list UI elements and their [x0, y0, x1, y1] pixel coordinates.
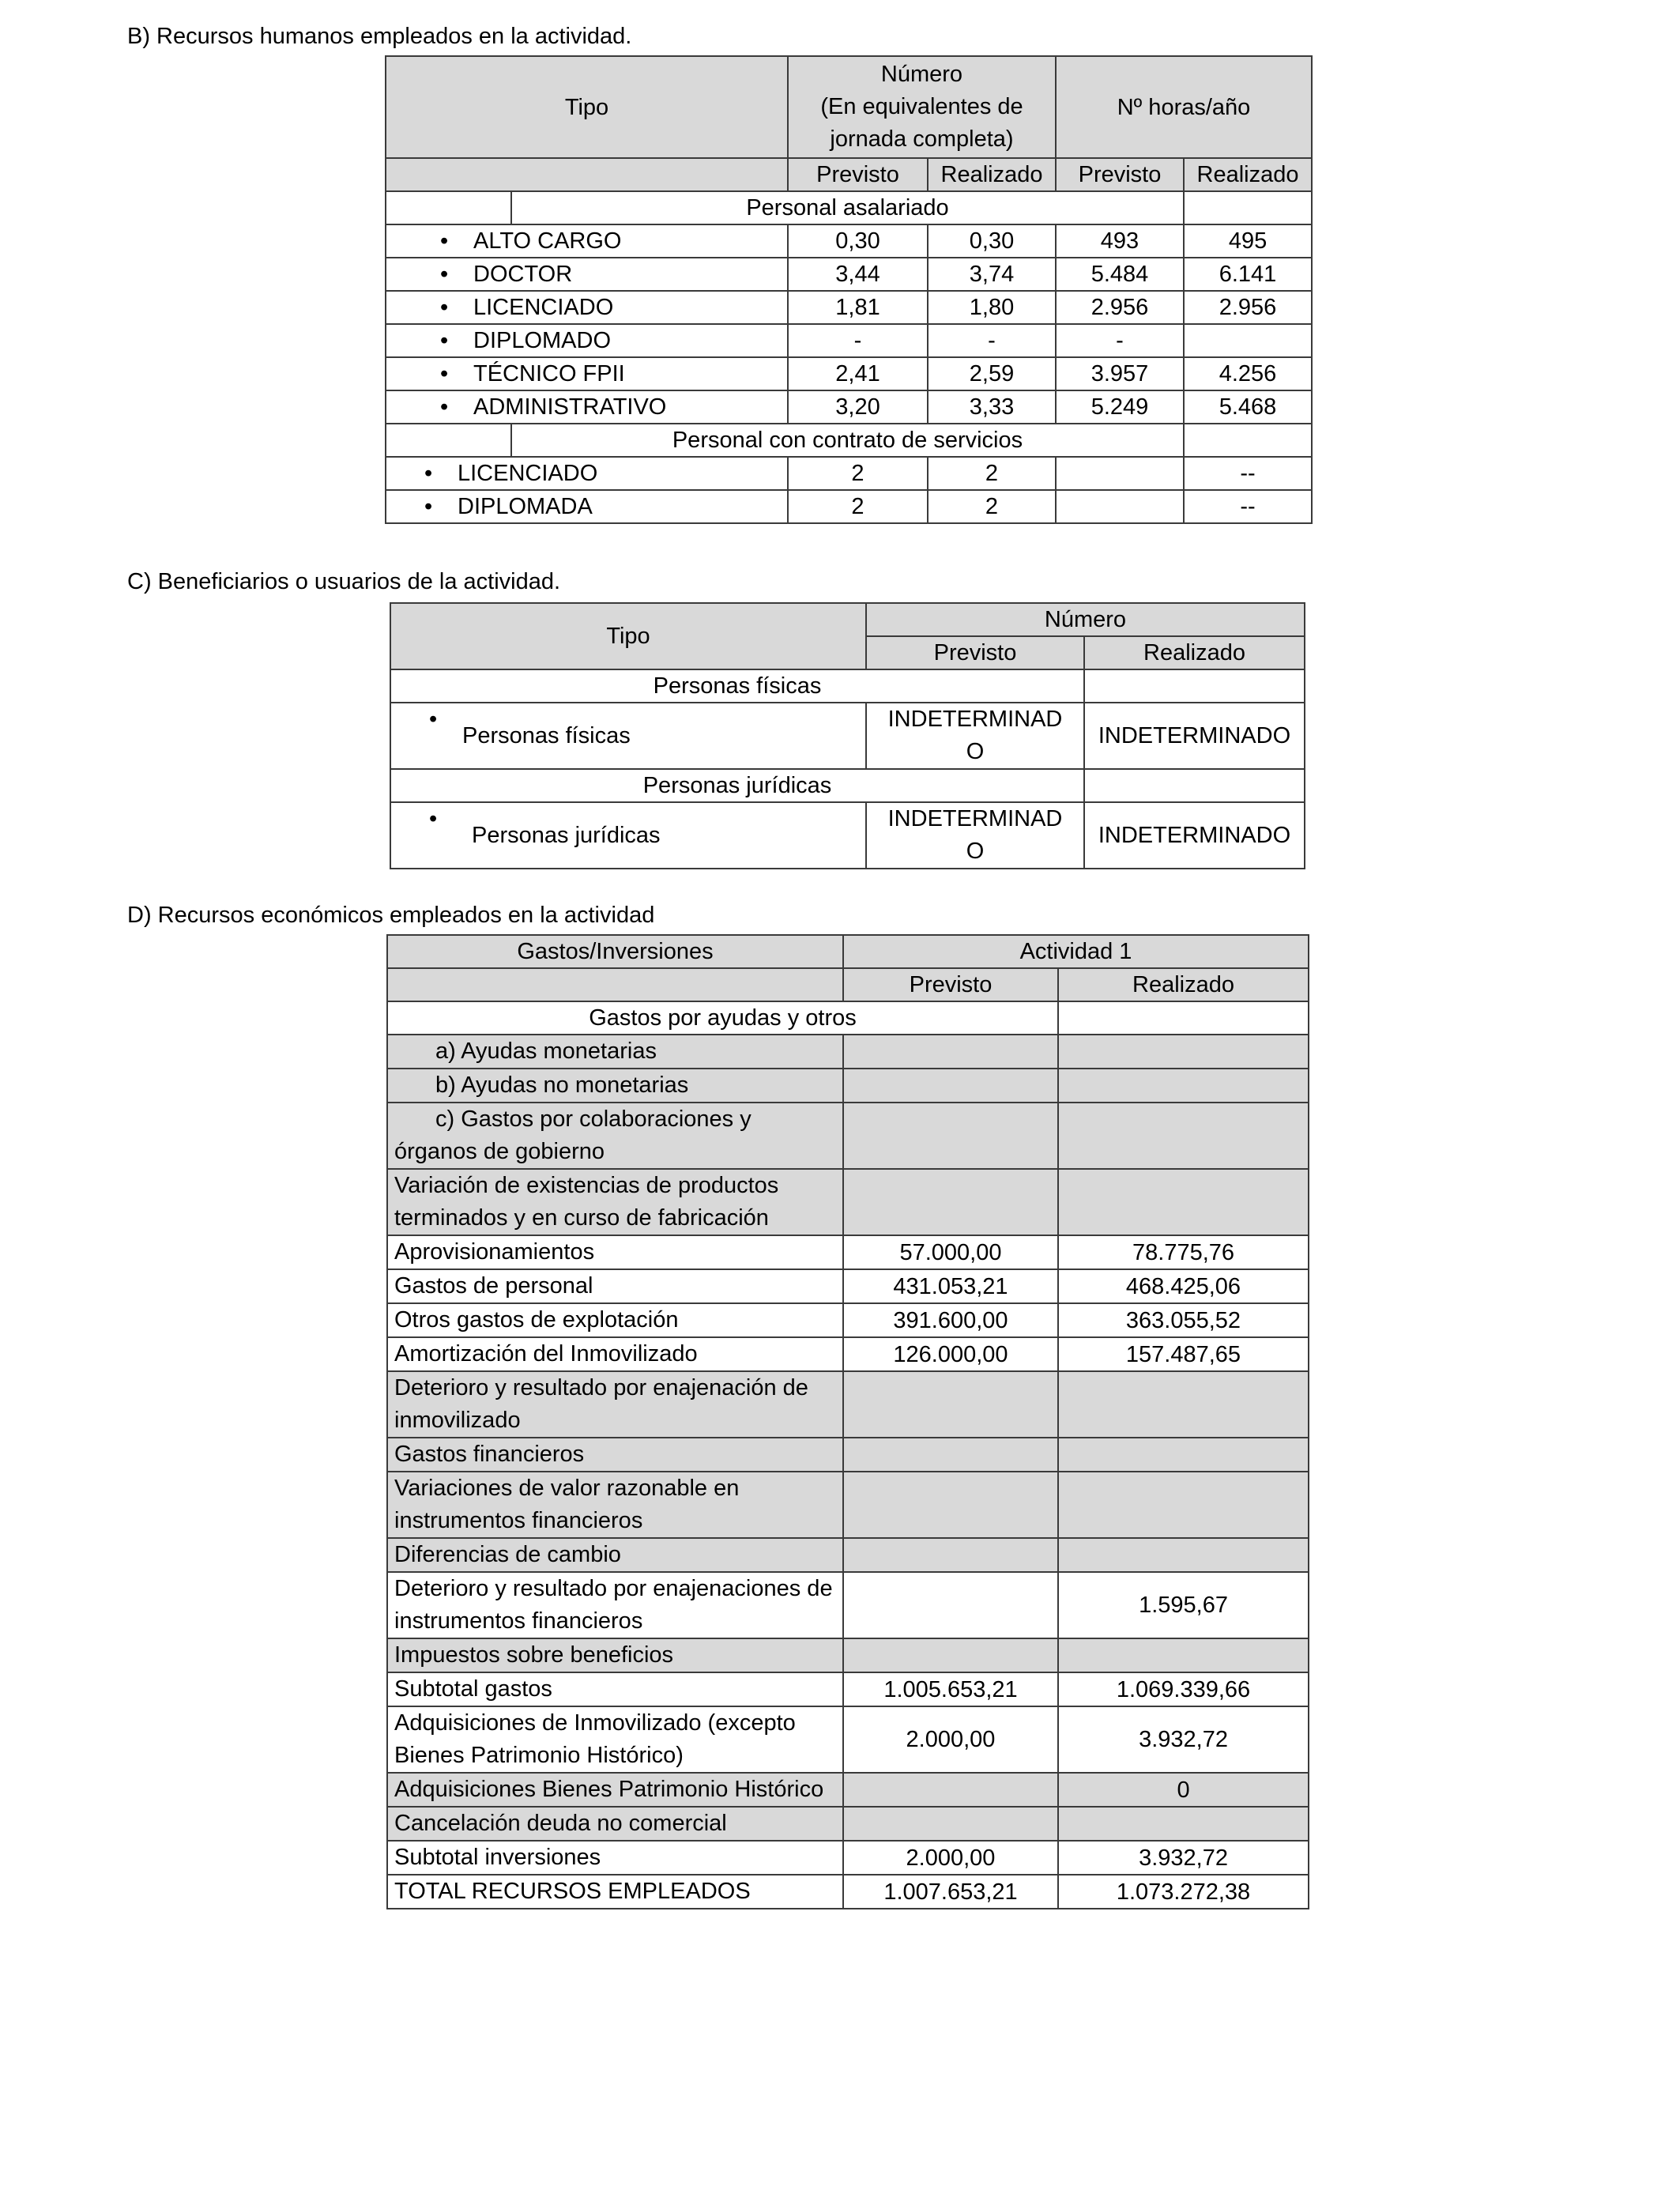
- previsto: [843, 1638, 1058, 1672]
- row-tipo: • ALTO CARGO: [386, 224, 788, 258]
- table-row: [386, 291, 1312, 324]
- table-row: [387, 1875, 1309, 1909]
- previsto: [843, 1472, 1058, 1538]
- table-row: [386, 357, 1312, 390]
- previsto: [843, 1069, 1058, 1103]
- previsto: 1.005.653,21: [843, 1672, 1058, 1706]
- beneficiaries-table: [390, 602, 1305, 869]
- horas-realizado: --: [1184, 457, 1312, 490]
- row-label: b) Ayudas no monetarias: [387, 1069, 843, 1103]
- previsto: [843, 1572, 1058, 1638]
- table-row: [387, 1572, 1309, 1638]
- table-row: [387, 1438, 1309, 1472]
- realizado: 363.055,52: [1058, 1303, 1309, 1337]
- realizado: INDETERMINADO: [1084, 802, 1305, 869]
- col-tipo: Tipo: [386, 56, 788, 158]
- realizado: [1058, 1069, 1309, 1103]
- row-label: Deterioro y resultado por enajenación de inmovilizado: [387, 1371, 843, 1438]
- row-label: Adquisiciones Bienes Patrimonio Histórico: [387, 1773, 843, 1807]
- table-row: [387, 1303, 1309, 1337]
- horas-previsto: [1056, 457, 1184, 490]
- horas-previsto: -: [1056, 324, 1184, 357]
- realizado: [1058, 1807, 1309, 1841]
- horas-realizado: 2.956: [1184, 291, 1312, 324]
- group-juridicas: Personas jurídicas: [390, 769, 1084, 802]
- table-row: [386, 324, 1312, 357]
- row-label: Adquisiciones de Inmovilizado (excepto Bienes Patrimonio Histórico): [387, 1706, 843, 1773]
- realizado: [1058, 1472, 1309, 1538]
- table-row: [386, 224, 1312, 258]
- col-numero: Número: [866, 603, 1305, 636]
- sub-num-previsto: Previsto: [788, 158, 928, 191]
- group-servicios: Personal con contrato de servicios: [511, 424, 1184, 457]
- horas-previsto: 493: [1056, 224, 1184, 258]
- row-label: Diferencias de cambio: [387, 1538, 843, 1572]
- table-row: [387, 1169, 1309, 1235]
- row-tipo: • LICENCIADO: [386, 291, 788, 324]
- horas-realizado: 6.141: [1184, 258, 1312, 291]
- table-row: [387, 1269, 1309, 1303]
- num-realizado: 3,74: [928, 258, 1056, 291]
- table-row: [386, 490, 1312, 523]
- num-previsto: -: [788, 324, 928, 357]
- row-label: Subtotal gastos: [387, 1672, 843, 1706]
- horas-previsto: 3.957: [1056, 357, 1184, 390]
- num-previsto: 2,41: [788, 357, 928, 390]
- col-horas: Nº horas/año: [1056, 56, 1312, 158]
- table-row: [390, 703, 1305, 769]
- table-row: [387, 1706, 1309, 1773]
- table-row: [387, 1035, 1309, 1069]
- row-tipo: • LICENCIADO: [386, 457, 788, 490]
- previsto: 431.053,21: [843, 1269, 1058, 1303]
- sub-num-realizado: Realizado: [928, 158, 1056, 191]
- realizado: [1058, 1035, 1309, 1069]
- sub-h-realizado: Realizado: [1184, 158, 1312, 191]
- realizado: INDETERMINADO: [1084, 703, 1305, 769]
- row-tipo: • TÉCNICO FPII: [386, 357, 788, 390]
- table-row: [387, 1672, 1309, 1706]
- previsto: [843, 1103, 1058, 1169]
- realizado: 157.487,65: [1058, 1337, 1309, 1371]
- table-row: [386, 258, 1312, 291]
- num-previsto: 3,20: [788, 390, 928, 424]
- horas-realizado: 4.256: [1184, 357, 1312, 390]
- previsto: INDETERMINADO: [866, 802, 1084, 869]
- previsto: [843, 1438, 1058, 1472]
- horas-previsto: 5.484: [1056, 258, 1184, 291]
- table-row: [387, 1235, 1309, 1269]
- col-numero: Número (En equivalentes de jornada completa): [788, 56, 1056, 158]
- row-label: Subtotal inversiones: [387, 1841, 843, 1875]
- horas-previsto: 5.249: [1056, 390, 1184, 424]
- row-tipo: • ADMINISTRATIVO: [386, 390, 788, 424]
- group-spacer: [1084, 769, 1305, 802]
- sub-realizado: Realizado: [1084, 636, 1305, 669]
- previsto: [843, 1371, 1058, 1438]
- group-spacer: [386, 191, 511, 224]
- previsto: [843, 1538, 1058, 1572]
- realizado: [1058, 1538, 1309, 1572]
- previsto: 126.000,00: [843, 1337, 1058, 1371]
- row-label: Variaciones de valor razonable en instrumentos financieros: [387, 1472, 843, 1538]
- horas-previsto: [1056, 490, 1184, 523]
- group-spacer: [1058, 1001, 1309, 1035]
- group-spacer-end: [1184, 191, 1312, 224]
- num-realizado: 2: [928, 490, 1056, 523]
- human-resources-table: [385, 55, 1313, 524]
- num-realizado: 1,80: [928, 291, 1056, 324]
- table-row: [387, 1103, 1309, 1169]
- row-tipo: • DIPLOMADA: [386, 490, 788, 523]
- num-realizado: 2,59: [928, 357, 1056, 390]
- row-label: Variación de existencias de productos terminados y en curso de fabricación: [387, 1169, 843, 1235]
- realizado: [1058, 1638, 1309, 1672]
- header-spacer: [386, 158, 788, 191]
- table-row: [387, 1841, 1309, 1875]
- horas-realizado: 495: [1184, 224, 1312, 258]
- realizado: 1.069.339,66: [1058, 1672, 1309, 1706]
- realizado: 78.775,76: [1058, 1235, 1309, 1269]
- previsto: 2.000,00: [843, 1841, 1058, 1875]
- previsto: [843, 1773, 1058, 1807]
- group-asalariado: Personal asalariado: [511, 191, 1184, 224]
- num-realizado: -: [928, 324, 1056, 357]
- realizado: 0: [1058, 1773, 1309, 1807]
- col-gastos: Gastos/Inversiones: [387, 935, 843, 968]
- num-realizado: 3,33: [928, 390, 1056, 424]
- previsto: [843, 1807, 1058, 1841]
- horas-realizado: --: [1184, 490, 1312, 523]
- row-label: Amortización del Inmovilizado: [387, 1337, 843, 1371]
- realizado: [1058, 1438, 1309, 1472]
- table-row: [387, 1337, 1309, 1371]
- previsto: [843, 1035, 1058, 1069]
- group-ayudas: Gastos por ayudas y otros: [387, 1001, 1058, 1035]
- horas-previsto: 2.956: [1056, 291, 1184, 324]
- num-previsto: 0,30: [788, 224, 928, 258]
- realizado: 3.932,72: [1058, 1841, 1309, 1875]
- table-row: [387, 1538, 1309, 1572]
- economic-resources-table: [386, 934, 1309, 1909]
- num-previsto: 3,44: [788, 258, 928, 291]
- table-row: [387, 1807, 1309, 1841]
- row-label: Impuestos sobre beneficios: [387, 1638, 843, 1672]
- group-spacer: [1084, 669, 1305, 703]
- row-tipo: • DOCTOR: [386, 258, 788, 291]
- row-label: Gastos financieros: [387, 1438, 843, 1472]
- realizado: [1058, 1371, 1309, 1438]
- sub-h-previsto: Previsto: [1056, 158, 1184, 191]
- section-b-heading: B) Recursos humanos empleados en la actividad.: [127, 24, 632, 49]
- col-actividad: Actividad 1: [843, 935, 1309, 968]
- previsto: INDETERMINADO: [866, 703, 1084, 769]
- row-label: a) Ayudas monetarias: [387, 1035, 843, 1069]
- row-label: Otros gastos de explotación: [387, 1303, 843, 1337]
- realizado: [1058, 1169, 1309, 1235]
- row-label: c) Gastos por colaboraciones y órganos de gobierno: [387, 1103, 843, 1169]
- num-realizado: 2: [928, 457, 1056, 490]
- sub-previsto: Previsto: [866, 636, 1084, 669]
- row-tipo: • Personas físicas: [390, 703, 866, 769]
- horas-realizado: [1184, 324, 1312, 357]
- previsto: 391.600,00: [843, 1303, 1058, 1337]
- table-row: [387, 1371, 1309, 1438]
- previsto: [843, 1169, 1058, 1235]
- num-previsto: 2: [788, 457, 928, 490]
- section-d-heading: D) Recursos económicos empleados en la actividad: [127, 903, 655, 928]
- row-tipo: • DIPLOMADO: [386, 324, 788, 357]
- table-row: [387, 1773, 1309, 1807]
- num-previsto: 2: [788, 490, 928, 523]
- table-row: [387, 1069, 1309, 1103]
- row-tipo: • Personas jurídicas: [390, 802, 866, 869]
- table-row: [387, 1638, 1309, 1672]
- row-label: Gastos de personal: [387, 1269, 843, 1303]
- row-label: Aprovisionamientos: [387, 1235, 843, 1269]
- realizado: [1058, 1103, 1309, 1169]
- row-label: Cancelación deuda no comercial: [387, 1807, 843, 1841]
- table-row: [387, 1472, 1309, 1538]
- sub-realizado: Realizado: [1058, 968, 1309, 1001]
- row-label: Deterioro y resultado por enajenaciones de instrumentos financieros: [387, 1572, 843, 1638]
- realizado: 3.932,72: [1058, 1706, 1309, 1773]
- header-spacer: [387, 968, 843, 1001]
- group-spacer-end: [1184, 424, 1312, 457]
- group-spacer: [386, 424, 511, 457]
- table-row: [390, 802, 1305, 869]
- group-fisicas: Personas físicas: [390, 669, 1084, 703]
- horas-realizado: 5.468: [1184, 390, 1312, 424]
- table-row: [386, 457, 1312, 490]
- section-c-heading: C) Beneficiarios o usuarios de la actividad.: [127, 569, 561, 594]
- col-tipo: Tipo: [390, 603, 866, 669]
- realizado: 468.425,06: [1058, 1269, 1309, 1303]
- table-row: [386, 390, 1312, 424]
- sub-previsto: Previsto: [843, 968, 1058, 1001]
- realizado: 1.073.272,38: [1058, 1875, 1309, 1909]
- realizado: 1.595,67: [1058, 1572, 1309, 1638]
- num-previsto: 1,81: [788, 291, 928, 324]
- num-realizado: 0,30: [928, 224, 1056, 258]
- row-label: TOTAL RECURSOS EMPLEADOS: [387, 1875, 843, 1909]
- previsto: 2.000,00: [843, 1706, 1058, 1773]
- previsto: 1.007.653,21: [843, 1875, 1058, 1909]
- previsto: 57.000,00: [843, 1235, 1058, 1269]
